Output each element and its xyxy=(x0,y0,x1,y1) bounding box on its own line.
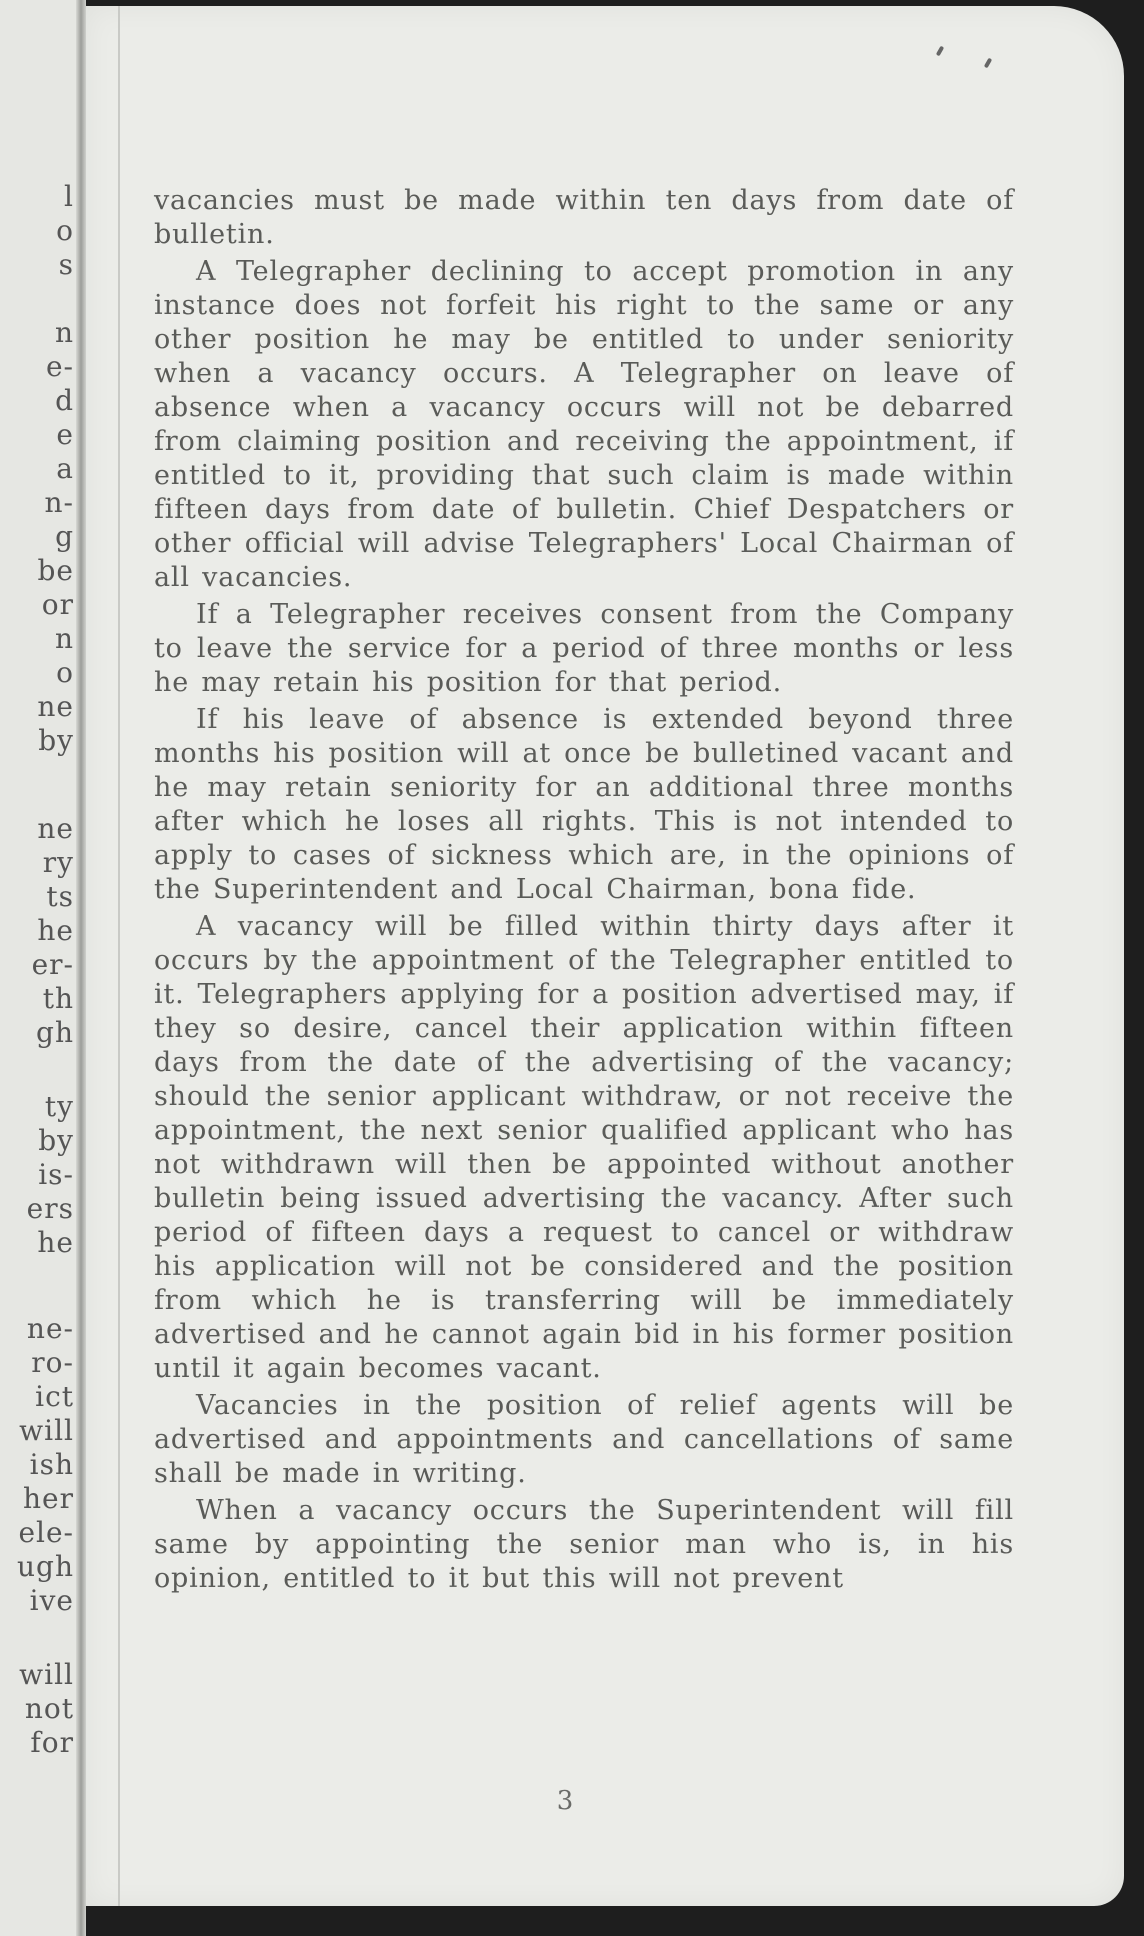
left-fragment: a xyxy=(56,452,74,485)
page-edge-line xyxy=(118,6,120,1906)
left-fragment: ish xyxy=(29,1448,74,1481)
book-gutter xyxy=(76,0,86,1936)
left-fragment: e xyxy=(56,418,74,451)
left-fragment: he xyxy=(37,1226,74,1259)
left-fragment: gh xyxy=(36,1016,74,1049)
left-fragment: or xyxy=(41,588,74,621)
left-fragment: o xyxy=(56,656,74,689)
paragraph: If his leave of absence is extended beyond three months his position will at once be bulletined vacant and he may retain seniority for an additional three months after which he loses all rights. This is not intended to apply to cases of sickness which are, in the opinions of the Superintendent and Local Chairman, bona fide. xyxy=(154,704,1014,905)
left-fragment: g xyxy=(55,520,74,553)
left-fragment: n xyxy=(54,316,74,349)
left-fragment: o xyxy=(56,214,74,247)
main-page xyxy=(86,6,1124,1906)
left-fragment: by xyxy=(38,724,74,757)
paragraph: Vacancies in the position of relief agents will be advertised and appointments and cancellations of same shall be made in writing. xyxy=(154,1390,1014,1489)
scan-speck xyxy=(984,58,992,69)
left-fragment: ugh xyxy=(17,1550,74,1583)
paragraph: When a vacancy occurs the Superintendent will fill same by appointing the senior man who is, in his opinion, entitled to it but this will not prevent xyxy=(154,1495,1014,1594)
left-fragment: ers xyxy=(26,1192,74,1225)
left-fragment: ne xyxy=(37,690,74,723)
left-fragment: ne- xyxy=(26,1312,74,1345)
left-fragment: is- xyxy=(38,1158,74,1191)
left-fragment: ty xyxy=(44,1090,74,1123)
left-fragment: ne xyxy=(37,812,74,845)
page-number: 3 xyxy=(556,1786,574,1816)
left-fragment: her xyxy=(23,1482,74,1515)
paragraph: A vacancy will be filled within thirty days after it occurs by the appointment of the Telegrapher entitled to it. Telegraphers applying for a position advertised may, if they so desire, cancel their application within fifteen days from the date of the advertising of the vacancy; should the senior applicant withdraw, or not receive the appointment, the next senior qualified applicant who has not withdrawn will then be appointed without another bulletin being issued advertising the vacancy. After such period of fifteen days a request to cancel or withdraw his application will not be considered and the position from which he is transferring will be immediately advertised and he cannot again bid in his former position until it again becomes vacant. xyxy=(154,911,1014,1384)
left-fragment: for xyxy=(30,1726,74,1759)
paragraph: A Telegrapher declining to accept promotion in any instance does not forfeit his right to the same or any other position he may be entitled to under seniority when a vacancy occurs. A Telegrapher on leave of absence when a vacancy occurs will not be debarred from claiming position and receiving the appointment, if entitled to it, providing that such claim is made within fifteen days from date of bulletin. Chief Despatchers or other official will advise Telegraphers' Local Chairman of all vacancies. xyxy=(154,256,1014,593)
left-fragment: th xyxy=(42,982,74,1015)
previous-page-strip xyxy=(0,0,84,1936)
left-fragment: ict xyxy=(35,1380,74,1413)
left-fragment: ro- xyxy=(31,1346,74,1379)
left-fragment: be xyxy=(37,554,74,587)
left-fragment: n xyxy=(54,622,74,655)
left-fragment: n- xyxy=(44,486,74,519)
left-fragment: s xyxy=(58,248,74,281)
left-fragment: er- xyxy=(31,948,74,981)
paragraph: vacancies must be made within ten days from date of bulletin. xyxy=(154,185,1014,250)
left-fragment: ele- xyxy=(18,1516,74,1549)
left-fragment: not xyxy=(24,1692,74,1725)
scan-speck xyxy=(936,46,944,57)
left-fragment: will xyxy=(19,1414,74,1447)
body-text xyxy=(154,184,1014,1596)
paragraph: If a Telegrapher receives consent from the Company to leave the service for a period of three months or less he may retain his position for that period. xyxy=(154,599,1014,698)
left-fragment: will xyxy=(19,1658,74,1691)
left-fragment: by xyxy=(38,1124,74,1157)
left-fragment: ts xyxy=(46,880,74,913)
left-fragment: l xyxy=(64,180,74,213)
left-fragment: e- xyxy=(45,350,74,383)
left-fragment: ry xyxy=(42,846,74,879)
left-fragment: ive xyxy=(29,1584,74,1617)
left-fragment: d xyxy=(55,384,74,417)
left-fragment: he xyxy=(37,914,74,947)
